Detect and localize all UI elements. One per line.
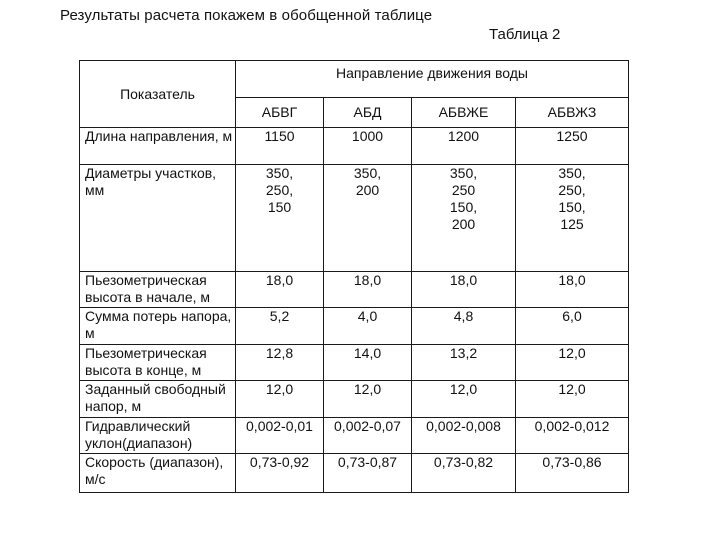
intro-text: Результаты расчета покажем в обобщенной таблице [60, 7, 433, 24]
table-cell: 1200 [412, 128, 516, 165]
row-label: Скорость (диапазон), м/с [80, 454, 236, 493]
cell-line: 350, [449, 165, 478, 181]
table-cell: 18,0 [236, 272, 324, 308]
table-cell: 1000 [324, 128, 412, 165]
results-table [79, 60, 629, 493]
table-cell: 0,002-0,012 [516, 418, 629, 454]
row-label: Заданный свободный напор, м [80, 381, 236, 418]
table-row-hydraulic-slope [80, 418, 629, 454]
row-label: Диаметры участков, мм [80, 165, 236, 272]
table-cell [236, 165, 324, 272]
table-cell: 18,0 [412, 272, 516, 308]
direction-header: Направление движения воды [236, 61, 629, 98]
table-row-velocity [80, 454, 629, 493]
table-cell: 12,0 [412, 381, 516, 418]
row-label: Пьезометрическая высота в начале, м [80, 272, 236, 308]
table-cell: 5,2 [236, 308, 324, 345]
row-label: Гидравлический уклон(диапазон) [80, 418, 236, 454]
table-cell: 0,73-0,86 [516, 454, 629, 493]
table-row-head-loss [80, 308, 629, 345]
table-cell: 4,8 [412, 308, 516, 345]
table-cell: 13,2 [412, 345, 516, 381]
cell-line: 200 [451, 216, 476, 232]
table-cell: 18,0 [516, 272, 629, 308]
row-label: Пьезометрическая высота в конце, м [80, 345, 236, 381]
table-cell: 0,73-0,92 [236, 454, 324, 493]
column-header-abvzhe: АБВЖЕ [412, 98, 516, 128]
table-cell: 6,0 [516, 308, 629, 345]
table-cell: 1150 [236, 128, 324, 165]
cell-line: 350, [353, 165, 382, 181]
cell-line: 250 [451, 182, 476, 198]
table-row-diameters [80, 165, 629, 272]
indicator-header: Показатель [80, 61, 236, 128]
cell-line: 250, [558, 182, 586, 198]
table-row-start-height [80, 272, 629, 308]
table-cell: 12,0 [324, 381, 412, 418]
cell-line: 200 [355, 182, 380, 198]
row-label: Сумма потерь напора, м [80, 308, 236, 345]
column-header-abvzhz: АБВЖЗ [516, 98, 629, 128]
table-cell: 18,0 [324, 272, 412, 308]
header-row-top [80, 61, 629, 98]
cell-line: 150, [449, 199, 478, 215]
column-header-abvg: АБВГ [236, 98, 324, 128]
table-cell: 0,73-0,82 [412, 454, 516, 493]
cell-line: 150 [267, 199, 292, 215]
cell-line: 150, [558, 199, 586, 215]
table-cell [324, 165, 412, 272]
table-cell: 0,002-0,008 [412, 418, 516, 454]
table-cell: 12,0 [516, 381, 629, 418]
cell-line: 125 [560, 216, 584, 232]
table-row-free-head [80, 381, 629, 418]
table-cell: 0,73-0,87 [324, 454, 412, 493]
table-cell [516, 165, 629, 272]
table-cell [412, 165, 516, 272]
table-cell: 12,8 [236, 345, 324, 381]
table-row-end-height [80, 345, 629, 381]
cell-line: 350, [558, 165, 586, 181]
table-cell: 4,0 [324, 308, 412, 345]
table-cell: 0,002-0,07 [324, 418, 412, 454]
column-header-abd: АБД [324, 98, 412, 128]
table-caption: Таблица 2 [489, 26, 561, 43]
cell-line: 350, [265, 165, 294, 181]
table-cell: 14,0 [324, 345, 412, 381]
table-cell: 12,0 [236, 381, 324, 418]
table-cell: 1250 [516, 128, 629, 165]
table-cell: 0,002-0,01 [236, 418, 324, 454]
row-label: Длина направления, м [80, 128, 236, 165]
table-cell: 12,0 [516, 345, 629, 381]
table-row-length [80, 128, 629, 165]
cell-line: 250, [265, 182, 294, 198]
